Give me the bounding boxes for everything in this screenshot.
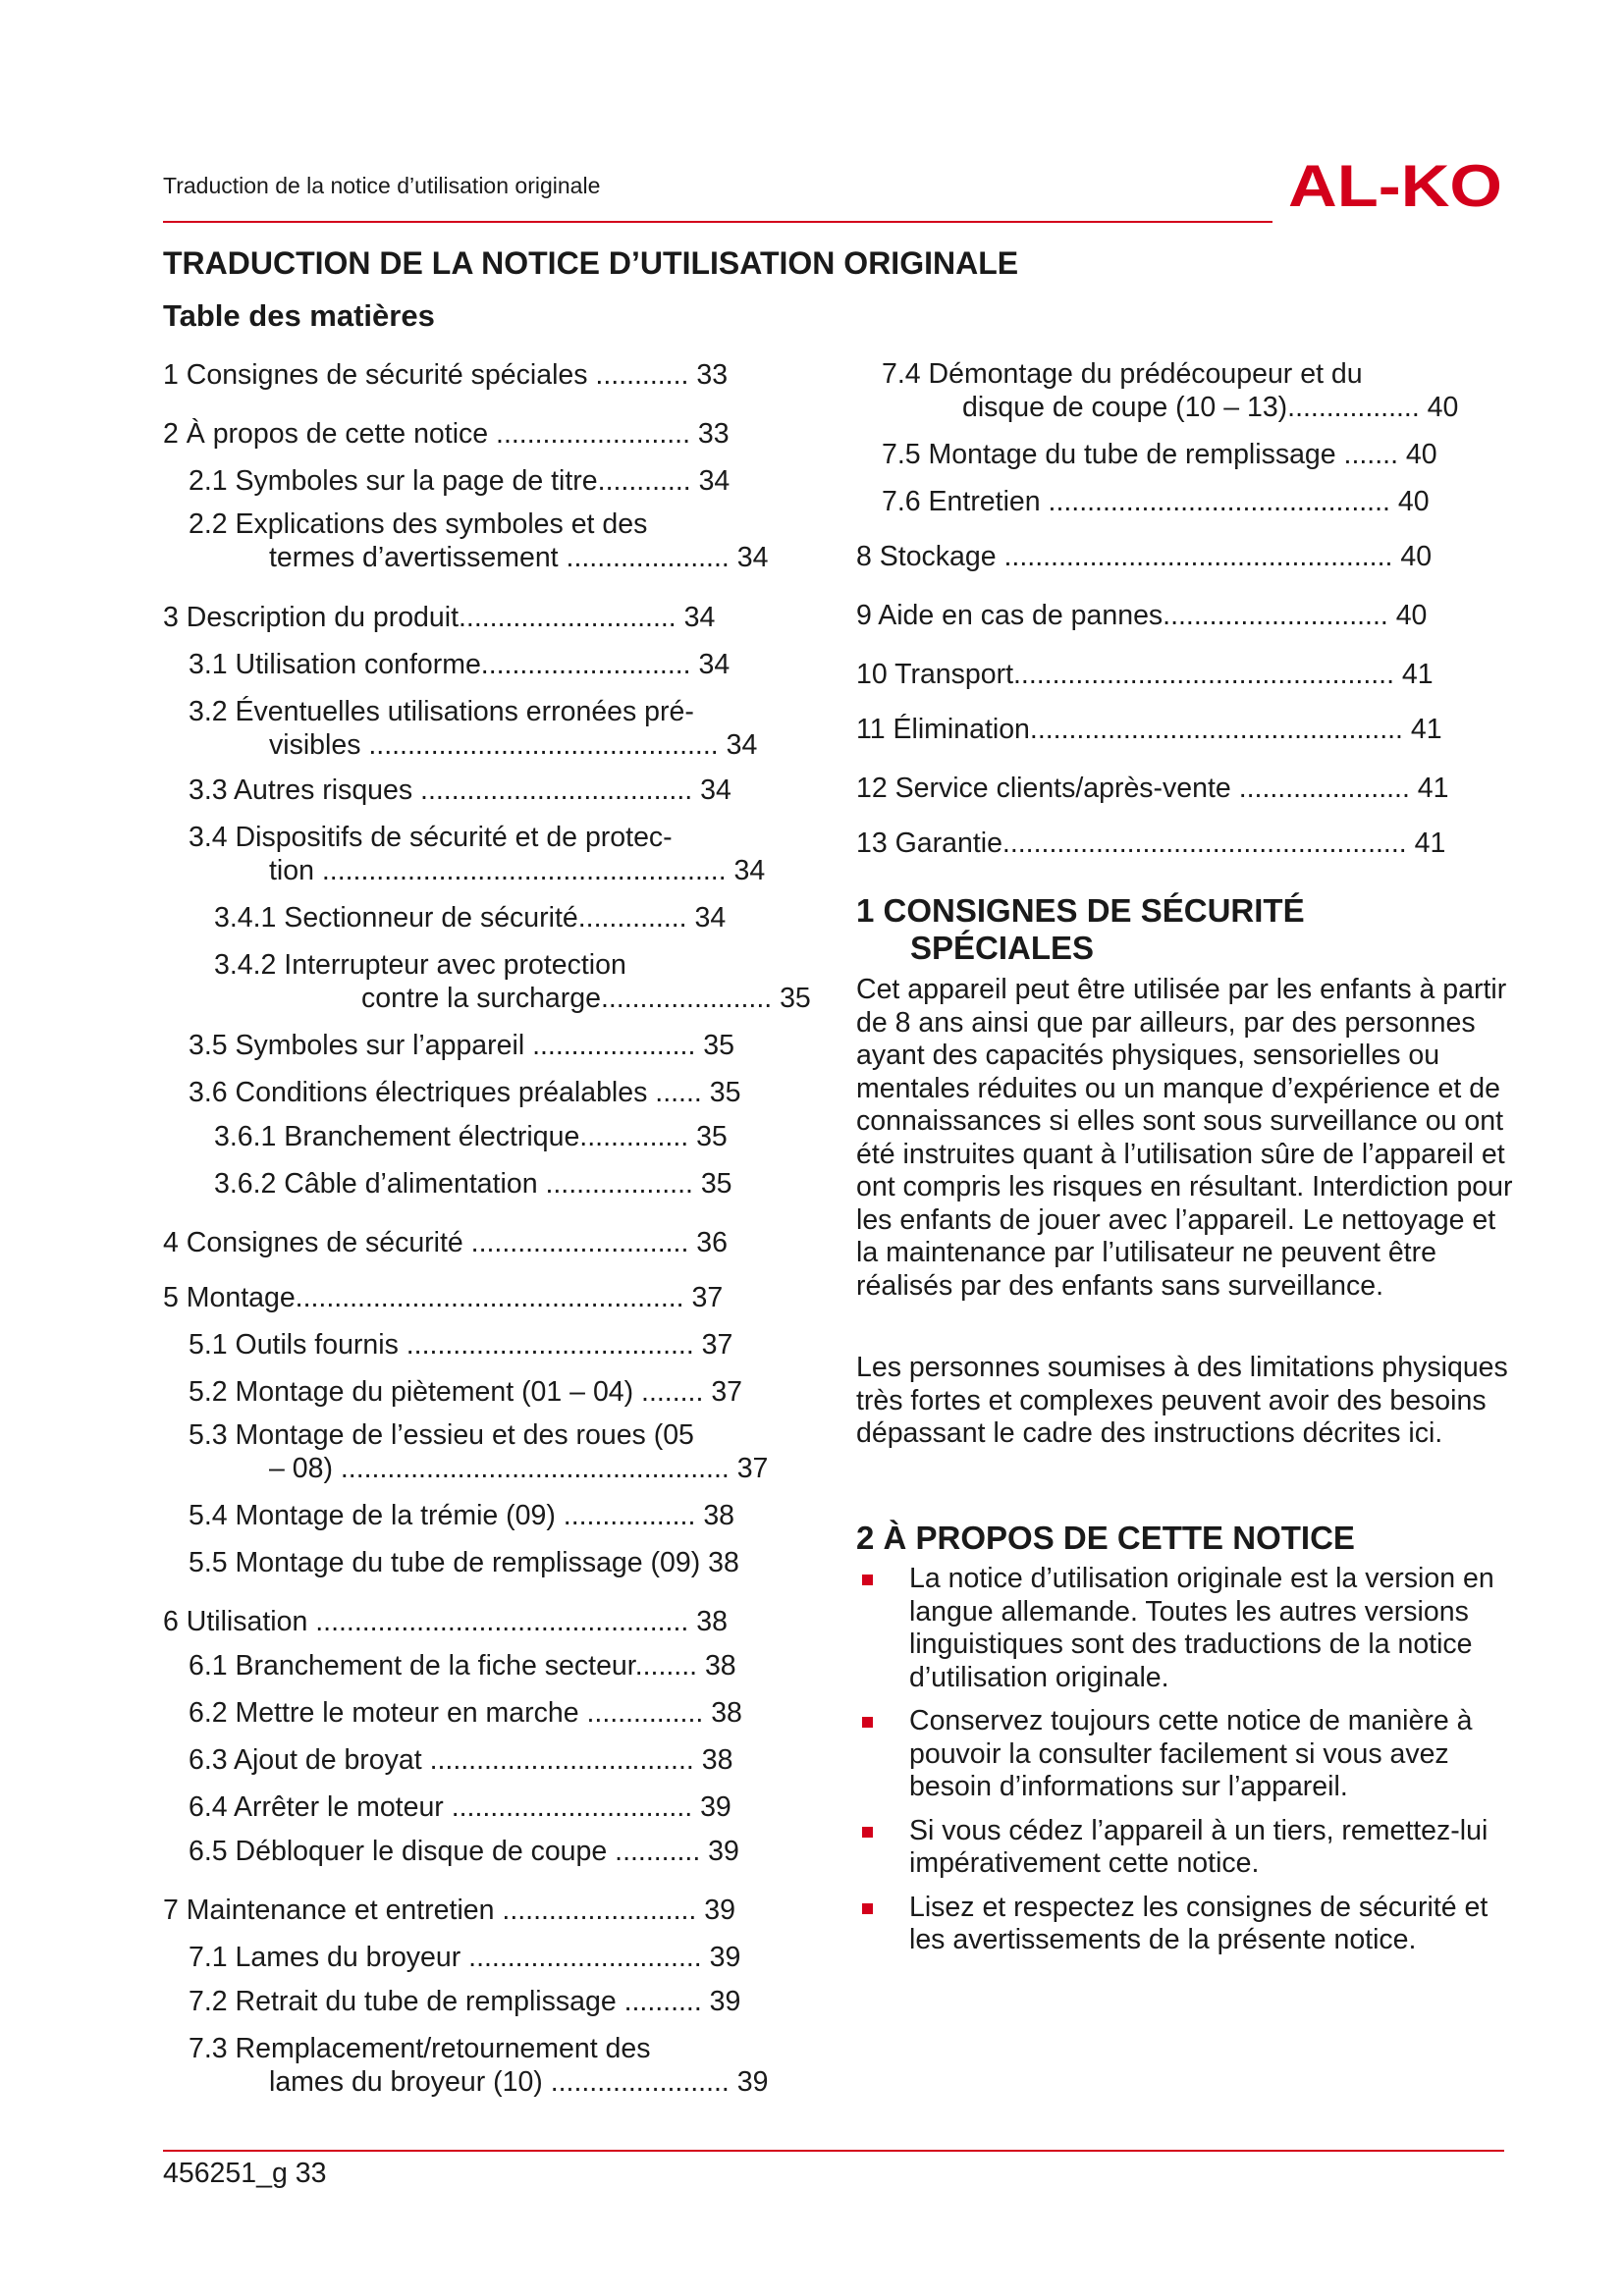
toc-entry[interactable]: lames du broyeur (10) ....................... 39 — [269, 2066, 769, 2098]
section-1-heading — [856, 892, 1305, 967]
toc-entry[interactable]: 6.2 Mettre le moteur en marche ............... 38 — [189, 1697, 742, 1729]
toc-entry[interactable]: disque de coupe (10 – 13)................. 40 — [962, 392, 1459, 423]
toc-entry[interactable]: 3.3 Autres risques ................................... 34 — [189, 774, 731, 806]
bullet-square-icon — [862, 1575, 873, 1585]
section-1-heading-line1: 1 CONSIGNES DE SÉCURITÉ — [856, 892, 1305, 929]
toc-entry[interactable]: 6.5 Débloquer le disque de coupe ........... 39 — [189, 1836, 739, 1867]
toc-entry[interactable]: 3.1 Utilisation conforme........................... 34 — [189, 649, 731, 680]
section-2-bullet-list — [856, 1563, 1514, 1968]
toc-entry[interactable]: 2.2 Explications des symboles et des — [189, 508, 648, 540]
toc-entry[interactable]: 7 Maintenance et entretien ......................... 39 — [163, 1895, 735, 1926]
toc-entry[interactable]: 3.4.1 Sectionneur de sécurité.............. 34 — [214, 902, 727, 934]
toc-entry[interactable]: 8 Stockage .................................................. 40 — [856, 541, 1433, 572]
toc-entry[interactable]: 7.4 Démontage du prédécoupeur et du — [882, 358, 1363, 390]
footer-divider — [163, 2150, 1504, 2152]
toc-entry[interactable]: 3.6.2 Câble d’alimentation ................... 35 — [214, 1168, 732, 1200]
toc-entry[interactable]: 2.1 Symboles sur la page de titre............ 34 — [189, 465, 731, 497]
toc-entry[interactable]: 7.1 Lames du broyeur .............................. 39 — [189, 1942, 741, 1973]
toc-entry[interactable]: contre la surcharge...................... 35 — [361, 983, 811, 1014]
toc-entry[interactable]: 10 Transport................................................. 41 — [856, 659, 1434, 690]
toc-entry[interactable]: 13 Garantie.................................................... 41 — [856, 828, 1446, 859]
section-1-paragraph-2: Les personnes soumises à des limitations physiques très fortes et complexes peuvent avoir des besoins dépassant le cadre des instructions décrites ici. — [856, 1352, 1508, 1449]
toc-entry[interactable]: 7.5 Montage du tube de remplissage ....... 40 — [882, 439, 1437, 470]
bullet-square-icon — [862, 1903, 873, 1914]
toc-entry[interactable]: 12 Service clients/après-vente ...................... 41 — [856, 773, 1449, 804]
section-1-heading-line2: SPÉCIALES — [910, 930, 1095, 966]
toc-entry[interactable]: 7.3 Remplacement/retournement des — [189, 2033, 651, 2064]
toc-entry[interactable]: 5.5 Montage du tube de remplissage (09) 38 — [189, 1547, 739, 1578]
toc-entry[interactable]: 1 Consignes de sécurité spéciales ............ 33 — [163, 359, 729, 391]
toc-entry[interactable]: – 08) .................................................. 37 — [269, 1453, 769, 1484]
al-ko-logo — [1288, 155, 1504, 216]
toc-entry[interactable]: 3.6.1 Branchement électrique.............. 35 — [214, 1121, 728, 1152]
toc-entry[interactable]: 6.3 Ajout de broyat .................................. 38 — [189, 1744, 733, 1776]
running-header: Traduction de la notice d’utilisation originale — [163, 173, 601, 198]
toc-entry[interactable]: visibles ............................................. 34 — [269, 729, 758, 761]
section-2-heading: 2 À PROPOS DE CETTE NOTICE — [856, 1520, 1355, 1556]
footer-page-reference: 456251_g 33 — [163, 2158, 327, 2189]
toc-entry[interactable]: 3 Description du produit............................ 34 — [163, 602, 716, 633]
toc-entry[interactable]: termes d’avertissement ..................... 34 — [269, 542, 769, 573]
toc-entry[interactable]: 5.1 Outils fournis ..................................... 37 — [189, 1329, 733, 1361]
bullet-item: Si vous cédez l’appareil à un tiers, remettez-lui impérativement cette notice. — [856, 1815, 1514, 1881]
toc-entry[interactable]: 3.6 Conditions électriques préalables ...... 35 — [189, 1077, 741, 1108]
section-1-paragraph: Cet appareil peut être utilisée par les enfants à partir de 8 ans ainsi que par ailleurs, par des personnes ayant des capacités physiques, sensorielles ou mentales réduites ou un manque d’expérience et de connaissances si elles sont sous surveillance ou ont été instruites quant à l’utilisation sûre de l’appareil et ont compris les risques en résultant. Interdiction pour les enfants de jouer avec l’appareil. Le nettoyage et la maintenance par l’utilisateur ne peuvent être réalisés par des enfants sans surveillance. — [856, 974, 1513, 1302]
toc-entry[interactable]: 7.6 Entretien ............................................ 40 — [882, 486, 1430, 517]
toc-entry[interactable]: 3.4 Dispositifs de sécurité et de protec- — [189, 822, 673, 853]
document-title: TRADUCTION DE LA NOTICE D’UTILISATION ORIGINALE — [163, 245, 1019, 281]
toc-entry[interactable]: 3.2 Éventuelles utilisations erronées pré- — [189, 696, 694, 727]
toc-entry[interactable]: 3.4.2 Interrupteur avec protection — [214, 949, 626, 981]
toc-entry[interactable]: 3.5 Symboles sur l’appareil ..................... 35 — [189, 1030, 734, 1061]
toc-entry[interactable]: 11 Élimination................................................ 41 — [856, 714, 1442, 745]
toc-entry[interactable]: 5.4 Montage de la trémie (09) ................. 38 — [189, 1500, 735, 1531]
toc-entry[interactable]: 7.2 Retrait du tube de remplissage .......... 39 — [189, 1986, 741, 2017]
toc-title: Table des matières — [163, 298, 435, 333]
bullet-item: La notice d’utilisation originale est la version en langue allemande. Toutes les autres versions linguistiques sont des traductions de la notice d’utilisation originale. — [856, 1563, 1514, 1694]
toc-entry[interactable]: 6 Utilisation ................................................ 38 — [163, 1606, 728, 1637]
toc-entry[interactable]: tion .................................................... 34 — [269, 855, 766, 886]
bullet-item: Conservez toujours cette notice de manière à pouvoir la consulter facilement si vous avez besoin d’informations sur l’appareil. — [856, 1705, 1514, 1804]
bullet-item: Lisez et respectez les consignes de sécurité et les avertissements de la présente notice. — [856, 1892, 1514, 1957]
toc-entry[interactable]: 5 Montage.................................................. 37 — [163, 1282, 724, 1313]
logo-text: AL-KO — [1288, 155, 1502, 216]
header-divider — [163, 221, 1272, 223]
toc-entry[interactable]: 2 À propos de cette notice ......................... 33 — [163, 418, 730, 450]
toc-entry[interactable]: 6.4 Arrêter le moteur ............................... 39 — [189, 1791, 731, 1823]
toc-entry[interactable]: 9 Aide en cas de pannes............................. 40 — [856, 600, 1428, 631]
toc-entry[interactable]: 5.2 Montage du piètement (01 – 04) ........ 37 — [189, 1376, 743, 1408]
toc-entry[interactable]: 5.3 Montage de l’essieu et des roues (05 — [189, 1419, 694, 1451]
toc-entry[interactable]: 4 Consignes de sécurité ............................ 36 — [163, 1227, 729, 1258]
bullet-square-icon — [862, 1827, 873, 1838]
toc-entry[interactable]: 6.1 Branchement de la fiche secteur........ 38 — [189, 1650, 736, 1682]
bullet-square-icon — [862, 1717, 873, 1728]
